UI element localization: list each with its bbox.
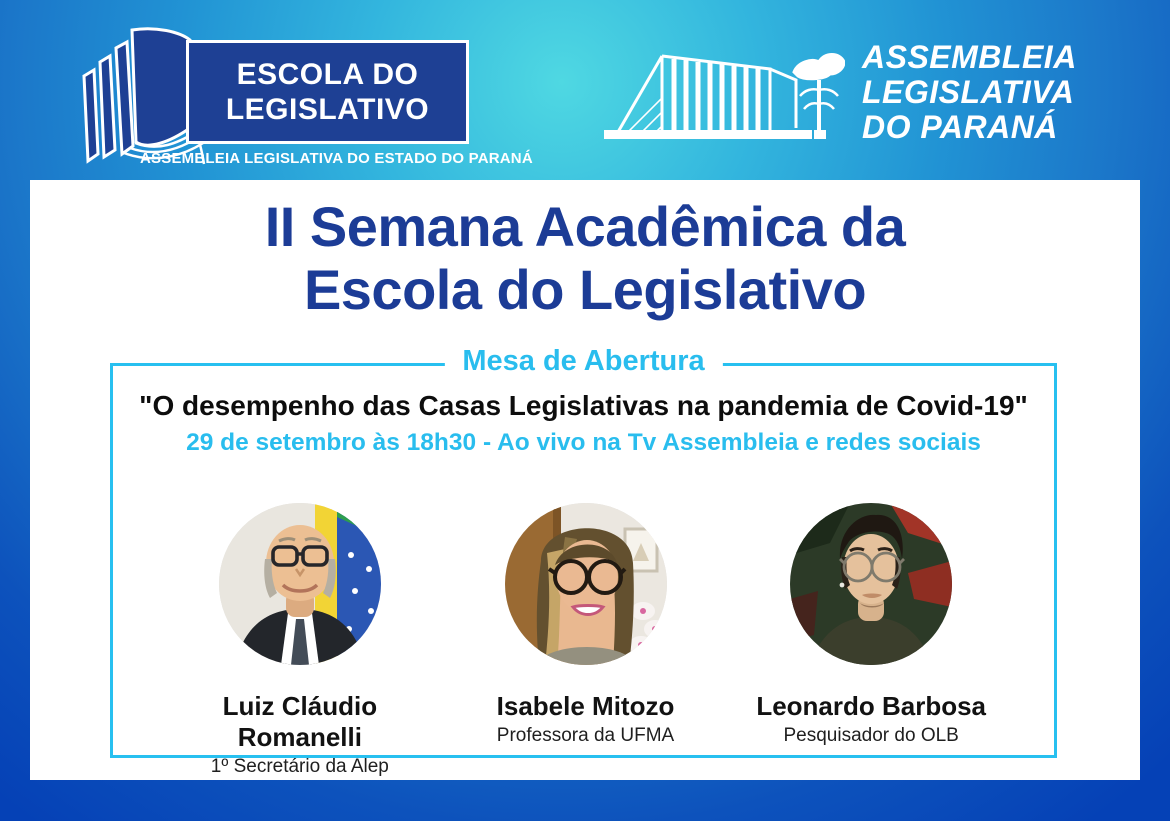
speaker-card	[728, 503, 1014, 778]
assembly-logo-line1: ASSEMBLEIA	[862, 39, 1077, 75]
speaker-name: Isabele Mitozo	[496, 691, 675, 721]
school-logo-title-line2: LEGISLATIVO	[225, 93, 430, 126]
assembly-logo-line3: DO PARANÁ	[862, 109, 1058, 146]
speaker-photo-leonardo-barbosa	[790, 503, 952, 665]
session-schedule: 29 de setembro às 18h30 - Ao vivo na Tv Assembleia e redes sociais	[186, 429, 981, 456]
school-logo-title-line1: ESCOLA DO	[236, 57, 419, 91]
school-logo-box	[186, 40, 469, 144]
page-title	[30, 196, 1140, 321]
session-label: Mesa de Abertura	[444, 345, 722, 378]
speakers-row	[113, 457, 1054, 778]
session-box	[110, 345, 1057, 777]
assembly-logo-text	[862, 40, 1077, 146]
speaker-role: Pesquisador do OLB	[783, 725, 959, 746]
speaker-photo-luiz-claudio-romanelli	[219, 503, 381, 665]
assembly-logo-line2: LEGISLATIVA	[862, 74, 1075, 111]
session-topic: "O desempenho das Casas Legislativas na pandemia de Covid-19"	[139, 390, 1028, 421]
poster-panel	[30, 180, 1140, 780]
speaker-name: Leonardo Barbosa	[756, 691, 987, 721]
page-title-line1: II Semana Acadêmica da	[264, 195, 906, 258]
speaker-card	[157, 503, 443, 778]
speaker-name: Luiz Cláudio Romanelli	[222, 691, 378, 752]
speaker-role: Professora da UFMA	[496, 725, 675, 746]
page-title-line2: Escola do Legislativo	[303, 257, 867, 321]
school-logo-tagline: ASSEMBLEIA LEGISLATIVA DO ESTADO DO PARANÁ	[140, 150, 533, 167]
speaker-photo-isabele-mitozo	[505, 503, 667, 665]
speaker-card	[443, 503, 729, 778]
assembly-building-icon	[600, 42, 845, 148]
speaker-role: 1º Secretário da Alep	[210, 756, 389, 777]
